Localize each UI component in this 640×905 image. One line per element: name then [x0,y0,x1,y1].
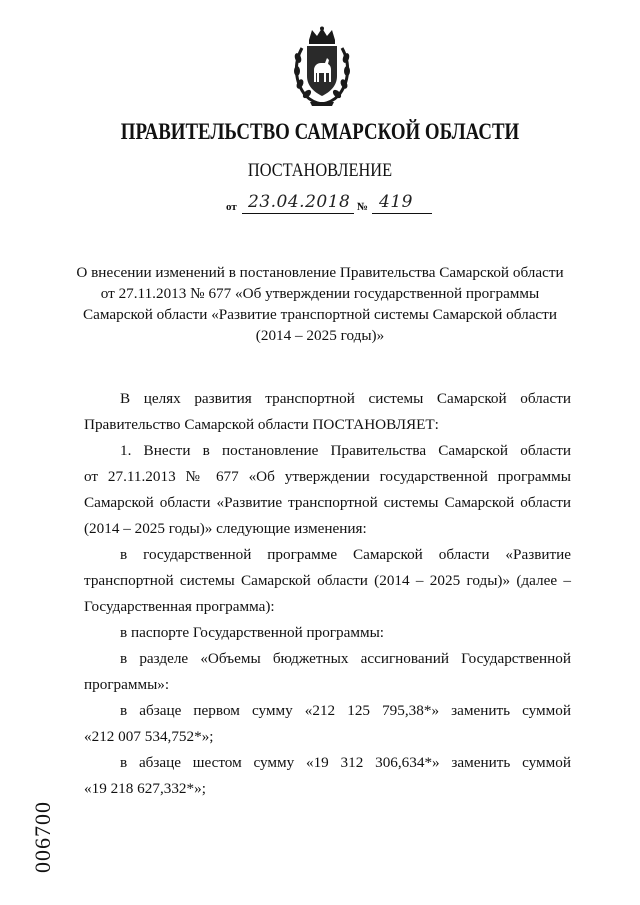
body-line: Государственная программа): [84,598,275,615]
body-line: программы»: [84,676,170,693]
body-line: от 27.11.2013 № 677 «Об утверждении государственной программы [84,468,571,485]
number-value: 419 [379,192,413,212]
document-body [84,386,571,802]
date-value: 23.04.2018 [248,192,351,212]
body-line: в абзаце шестом сумму «19 312 306,634*» заменить суммой [120,754,571,771]
body-paragraph [84,620,571,646]
body-line: 1. Внести в постановление Правительства Самарской области [120,442,571,459]
document-type: ПОСТАНОВЛЕНИЕ [247,160,393,181]
government-title: ПРАВИТЕЛЬСТВО САМАРСКОЙ ОБЛАСТИ [120,119,520,144]
body-line: в разделе «Объемы бюджетных ассигнований Государственной [120,650,571,667]
body-paragraph [84,698,571,750]
body-paragraph [84,386,571,438]
body-line: в паспорте Государственной программы: [120,624,385,641]
body-line: в государственной программе Самарской области «Развитие [120,546,571,563]
body-line: В целях развития транспортной системы Самарской области [120,390,571,407]
number-prefix: № [357,201,369,213]
number-underline [372,213,432,214]
date-prefix: от [226,201,237,213]
body-paragraph [84,542,571,620]
subject-line: Самарской области «Развитие транспортной системы Самарской области [83,306,557,323]
body-paragraph [84,646,571,698]
subject-line: О внесении изменений в постановление Правительства Самарской области [76,264,564,281]
body-line: в абзаце первом сумму «212 125 795,38*» заменить суммой [120,702,571,719]
date-underline [242,213,354,214]
body-line: Самарской области «Развитие транспортной системы Самарской области [84,494,571,511]
subject-line: (2014 – 2025 годы)» [255,327,385,344]
document-subject [60,262,580,346]
samara-coat-of-arms-icon [292,26,352,108]
body-line: Правительство Самарской области ПОСТАНОВЛЯЕТ: [84,416,439,433]
body-line: «212 007 534,752*»; [84,728,214,745]
subject-line: от 27.11.2013 № 677 «Об утверждении государственной программы [100,285,540,302]
side-stamp-number: 006700 [30,801,55,873]
body-paragraph [84,438,571,542]
body-paragraph [84,750,571,802]
body-line: «19 218 627,332*»; [84,780,206,797]
date-number-line [226,192,446,216]
body-line: транспортной системы Самарской области (2014 – 2025 годы)» (далее – [84,572,571,589]
body-line: (2014 – 2025 годы)» следующие изменения: [84,520,367,537]
